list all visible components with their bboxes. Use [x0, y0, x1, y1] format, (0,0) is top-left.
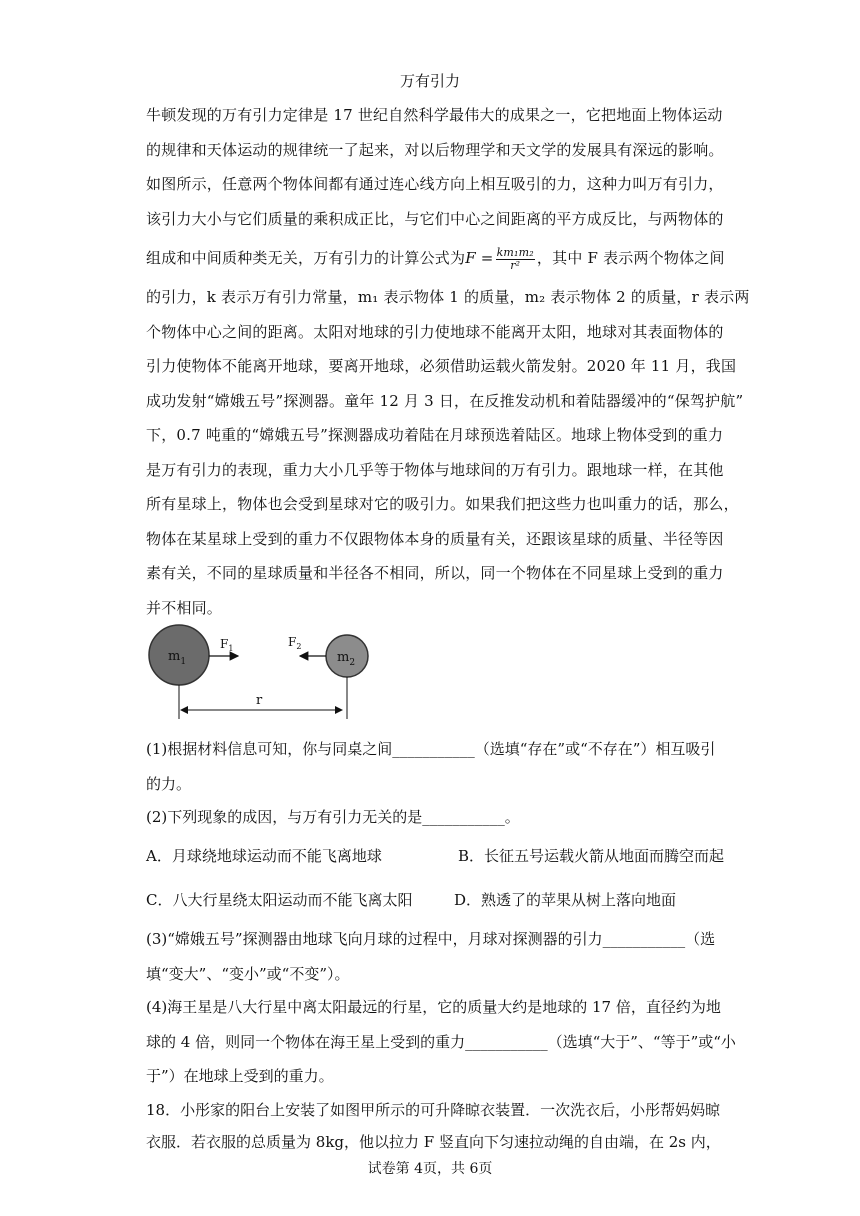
- question-2-line: (2)下列现象的成因，与万有引力无关的是___________。: [146, 808, 520, 826]
- passage-line: 如图所示，任意两个物体间都有通过连心线方向上相互吸引的力，这种力叫万有引力，: [146, 175, 724, 193]
- question-1: [146, 732, 726, 801]
- passage-line: 的引力，k 表示万有引力常量，m₁ 表示物体 1 的质量，m₂ 表示物体 2 的质量，r 表示两: [146, 288, 750, 306]
- passage-line: 物体在某星球上受到的重力不仅跟物体本身的质量有关，还跟该星球的质量、半径等因: [146, 529, 724, 548]
- passage-title: 万有引力: [399, 72, 460, 90]
- question-18-line-1: 18．小彤家的阳台上安装了如图甲所示的可升降晾衣装置．一次洗衣后，小彤帮妈妈晾: [146, 1101, 721, 1119]
- passage-formula-line: [146, 236, 725, 280]
- option-d: D．熟透了的苹果从树上落向地面: [454, 891, 677, 909]
- question-4-line-2: 球的 4 倍，则同一个物体在海王星上受到的重力___________（选填“大于”、“等于”或“小: [146, 1032, 736, 1051]
- gravitation-diagram: [140, 622, 380, 732]
- option-a: A．月球绕地球运动而不能飞离地球: [146, 847, 382, 865]
- question-18: [146, 1094, 726, 1158]
- question-3-line-1: (3)“嫦娥五号”探测器由地球飞向月球的过程中，月球对探测器的引力___________（选: [146, 930, 716, 948]
- gravity-formula: [496, 247, 535, 272]
- formula-line-before: 组成和中间质种类无关，万有引力的计算公式为: [146, 249, 466, 267]
- question-3: [146, 922, 726, 991]
- formula-denominator: r²: [510, 258, 521, 272]
- question-4-line-3: 于”）在地球上受到的重力。: [146, 1067, 334, 1085]
- passage-line: 成功发射“嫦娥五号”探测器。童年 12 月 3 日，在反推发动机和着陆器缓冲的“保驾护航”: [146, 391, 744, 410]
- mass-1-label: $m_1$: [168, 649, 187, 667]
- force-2-label: $F_2$: [288, 635, 302, 651]
- passage-line: 并不相同。: [146, 598, 223, 617]
- passage-line: 的规律和天体运动的规律统一了起来，对以后物理学和天文学的发展具有深远的影响。: [146, 140, 724, 159]
- mass-2-label: $m_2$: [337, 650, 356, 668]
- formula-line-after: ，其中 F 表示两个物体之间: [536, 249, 725, 267]
- question-4: [146, 990, 736, 1094]
- passage-line: 所有星球上，物体也会受到星球对它的吸引力。如果我们把这些力也叫重力的话，那么，: [146, 495, 739, 513]
- passage-line: 该引力大小与它们质量的乘积成正比，与它们中心之间距离的平方成反比，与两物体的: [146, 209, 724, 228]
- question-3-line-2: 填“变大”、“变小”或“不变”）。: [146, 964, 350, 983]
- option-b: B．长征五号运载火箭从地面而腾空而起: [458, 847, 725, 865]
- distance-label: r: [256, 693, 263, 708]
- passage-line: 素有关，不同的星球质量和半径各不相同，所以，同一个物体在不同星球上受到的重力: [146, 564, 724, 582]
- force-1-label: $F_1$: [220, 637, 234, 653]
- question-2: [146, 800, 726, 835]
- passage-line: 是万有引力的表现，重力大小几乎等于物体与地球间的万有引力。跟地球一样，在其他: [146, 460, 724, 479]
- question-1-line-1: (1)根据材料信息可知，你与同桌之间___________（选填“存在”或“不存在”）相互吸引: [146, 740, 716, 758]
- formula-lhs: F =: [465, 249, 494, 267]
- question-4-line-1: (4)海王星是八大行星中离太阳最远的行星，它的质量大约是地球的 17 倍，直径约为地: [146, 998, 721, 1016]
- question-18-line-2: 衣服．若衣服的总质量为 8kg，他以拉力 F 竖直向下匀速拉动绳的自由端，在 2s 内，: [146, 1133, 721, 1151]
- passage-line: 个物体中心之间的距离。太阳对地球的引力使地球不能离开太阳，地球对其表面物体的: [146, 322, 724, 341]
- passage-line: 牛顿发现的万有引力定律是 17 世纪自然科学最伟大的成果之一，它把地面上物体运动: [146, 106, 723, 124]
- formula-numerator: km₁m₂: [496, 245, 534, 259]
- question-1-line-2: 的力。: [146, 774, 192, 793]
- passage-line: 下，0.7 吨重的“嫦娥五号”探测器成功着陆在月球预选着陆区。地球上物体受到的重力: [146, 426, 724, 444]
- distance-arrow-left-head: [180, 706, 188, 714]
- passage-body: [146, 98, 750, 625]
- page-footer: 试卷第 4页，共 6页: [367, 1161, 493, 1177]
- passage-line: 引力使物体不能离开地球，要离开地球，必须借助运载火箭发射。2020 年 11 月，我国: [146, 357, 737, 375]
- option-c: C．八大行星绕太阳运动而不能飞离太阳: [146, 891, 413, 909]
